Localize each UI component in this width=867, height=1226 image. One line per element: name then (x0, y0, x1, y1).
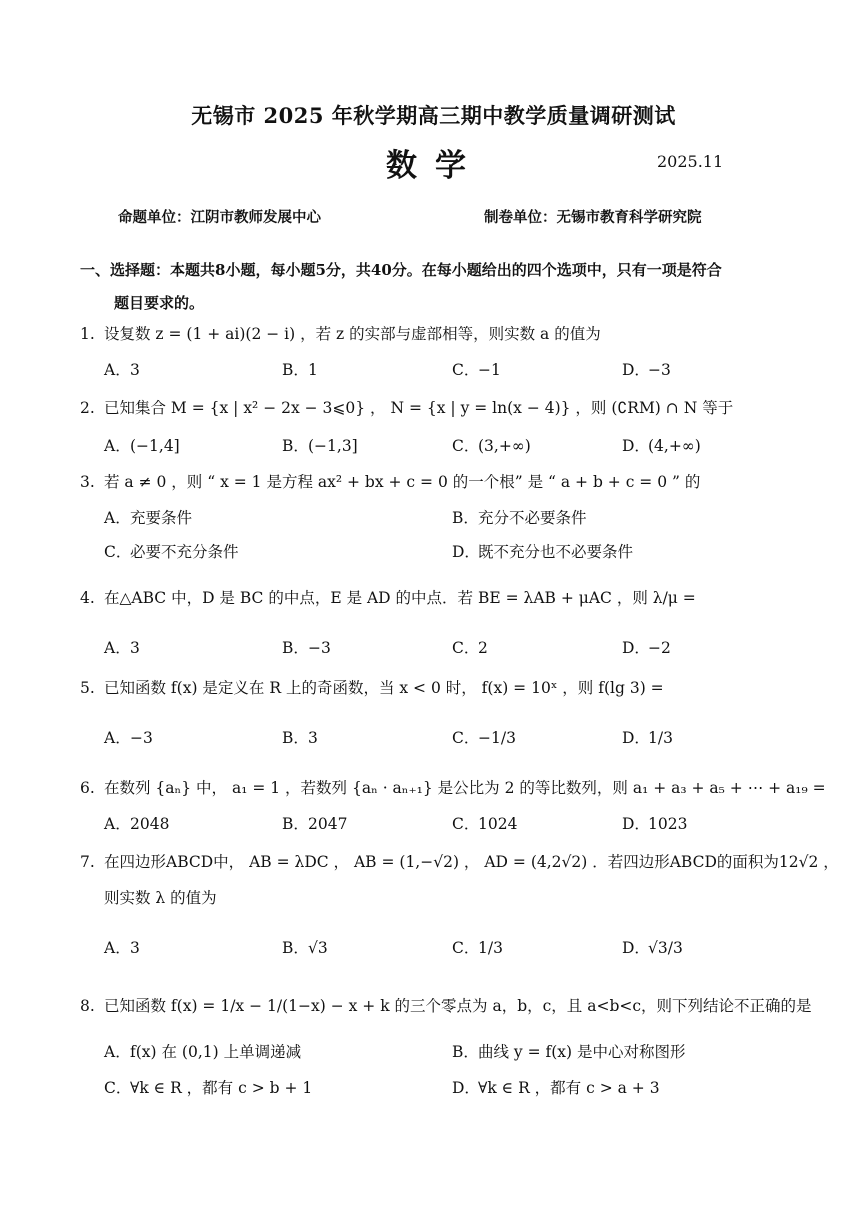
option-5b[interactable]: B．3 (282, 729, 318, 747)
question-8: 8. 已知函数 f(x) = 1/x − 1/(1−x) − x + k 的三个零点为 a，b，c，且 a<b<c，则下列结论不正确的是 (80, 997, 812, 1015)
question-4: 4. 在△ABC 中，D 是 BC 的中点，E 是 AD 的中点．若 BE = λAB + μAC ，则 λ/μ = (80, 589, 696, 607)
section-heading (80, 254, 800, 320)
question-stem: 在数列 {aₙ} 中， a₁ = 1 ，若数列 {aₙ · aₙ₊₁} 是公比为 2 的等比数列，则 a₁ + a₃ + a₅ + ⋯ + a₁₉ = (104, 779, 826, 797)
option-7d[interactable]: D．√3/3 (622, 939, 683, 957)
question-stem: 在四边形ABCD中， AB = λDC ， AB = (1,−√2) ， AD = (4,2√2) ．若四边形ABCD的面积为12√2 ， (104, 853, 839, 871)
question-6: 6. 在数列 {aₙ} 中， a₁ = 1 ，若数列 {aₙ · aₙ₊₁} 是公比为 2 的等比数列，则 a₁ + a₃ + a₅ + ⋯ + a₁₉ = (80, 779, 826, 797)
option-6c[interactable]: C．1024 (452, 815, 518, 833)
option-3a[interactable]: A．充要条件 (104, 509, 193, 527)
option-5c[interactable]: C．−1/3 (452, 729, 516, 747)
option-8a[interactable]: A．f(x) 在 (0,1) 上单调递减 (104, 1043, 302, 1061)
option-5d[interactable]: D．1/3 (622, 729, 673, 747)
option-8b[interactable]: B．曲线 y = f(x) 是中心对称图形 (452, 1043, 686, 1061)
option-6d[interactable]: D．1023 (622, 815, 688, 833)
question-3: 3. 若 a ≠ 0 ，则 “ x = 1 是方程 ax² + bx + c = 0 的一个根” 是 “ a + b + c = 0 ” 的 (80, 473, 701, 491)
option-1d[interactable]: D．−3 (622, 361, 671, 379)
exam-title: 无锡市 2025 年秋学期高三期中教学质量调研测试 (191, 103, 676, 128)
producer-unit: 制卷单位：无锡市教育科学研究院 (484, 209, 702, 226)
section-title (80, 254, 800, 320)
option-7c[interactable]: C．1/3 (452, 939, 503, 957)
question-1: 1. 设复数 z = (1 + ai)(2 − i) ，若 z 的实部与虚部相等，则实数 a 的值为 (80, 325, 601, 343)
question-stem: 若 a ≠ 0 ，则 “ x = 1 是方程 ax² + bx + c = 0 的一个根” 是 “ a + b + c = 0 ” 的 (104, 473, 701, 491)
option-7a[interactable]: A．3 (104, 939, 140, 957)
section-title-line-2: 题目要求的。 (114, 294, 205, 312)
question-2: 2. 已知集合 M = {x | x² − 2x − 3⩽0} ， N = {x | y = ln(x − 4)} ，则 (∁RM) ∩ N 等于 (80, 399, 734, 417)
option-6a[interactable]: A．2048 (104, 815, 170, 833)
question-7: 7. 在四边形ABCD中， AB = λDC ， AB = (1,−√2) ， AD = (4,2√2) ．若四边形ABCD的面积为12√2 ， (80, 853, 839, 871)
question-stem: 已知集合 M = {x | x² − 2x − 3⩽0} ， N = {x | y = ln(x − 4)} ，则 (∁RM) ∩ N 等于 (104, 399, 734, 417)
option-6b[interactable]: B．2047 (282, 815, 348, 833)
section-title-line-1: 一、选择题：本题共8小题，每小题5分，共40分。在每小题给出的四个选项中，只有一项是符合 (80, 261, 722, 279)
option-8d[interactable]: D．∀k ∈ R ，都有 c > a + 3 (452, 1079, 660, 1097)
question-5: 5. 已知函数 f(x) 是定义在 R 上的奇函数，当 x < 0 时， f(x) = 10ˣ ，则 f(lg 3) = (80, 679, 664, 697)
question-7-continued: 则实数 λ 的值为 (104, 889, 217, 907)
option-2a[interactable]: A．(−1,4] (104, 437, 180, 455)
option-2d[interactable]: D．(4,+∞) (622, 437, 701, 455)
option-7b[interactable]: B．√3 (282, 939, 328, 957)
subject-title: 数学 (386, 148, 484, 184)
option-1b[interactable]: B．1 (282, 361, 318, 379)
question-stem: 已知函数 f(x) 是定义在 R 上的奇函数，当 x < 0 时， f(x) = 10ˣ ，则 f(lg 3) = (104, 679, 664, 697)
option-1a[interactable]: A．3 (104, 361, 140, 379)
option-8c[interactable]: C．∀k ∈ R ，都有 c > b + 1 (104, 1079, 313, 1097)
proposer-unit: 命题单位：江阴市教师发展中心 (118, 209, 321, 226)
question-stem: 在△ABC 中，D 是 BC 的中点，E 是 AD 的中点．若 BE = λAB + μAC ，则 λ/μ = (104, 589, 696, 607)
option-1c[interactable]: C．−1 (452, 361, 501, 379)
option-4c[interactable]: C．2 (452, 639, 488, 657)
question-stem: 已知函数 f(x) = 1/x − 1/(1−x) − x + k 的三个零点为 a，b，c，且 a<b<c，则下列结论不正确的是 (104, 997, 812, 1015)
option-4d[interactable]: D．−2 (622, 639, 671, 657)
option-2b[interactable]: B．(−1,3] (282, 437, 358, 455)
option-4a[interactable]: A．3 (104, 639, 140, 657)
question-stem: 设复数 z = (1 + ai)(2 − i) ，若 z 的实部与虚部相等，则实数 a 的值为 (104, 325, 601, 343)
option-4b[interactable]: B．−3 (282, 639, 331, 657)
option-2c[interactable]: C．(3,+∞) (452, 437, 531, 455)
option-5a[interactable]: A．−3 (104, 729, 153, 747)
exam-date: 2025.11 (657, 152, 724, 171)
option-3b[interactable]: B．充分不必要条件 (452, 509, 587, 527)
option-3c[interactable]: C．必要不充分条件 (104, 543, 239, 561)
option-3d[interactable]: D．既不充分也不必要条件 (452, 543, 634, 561)
